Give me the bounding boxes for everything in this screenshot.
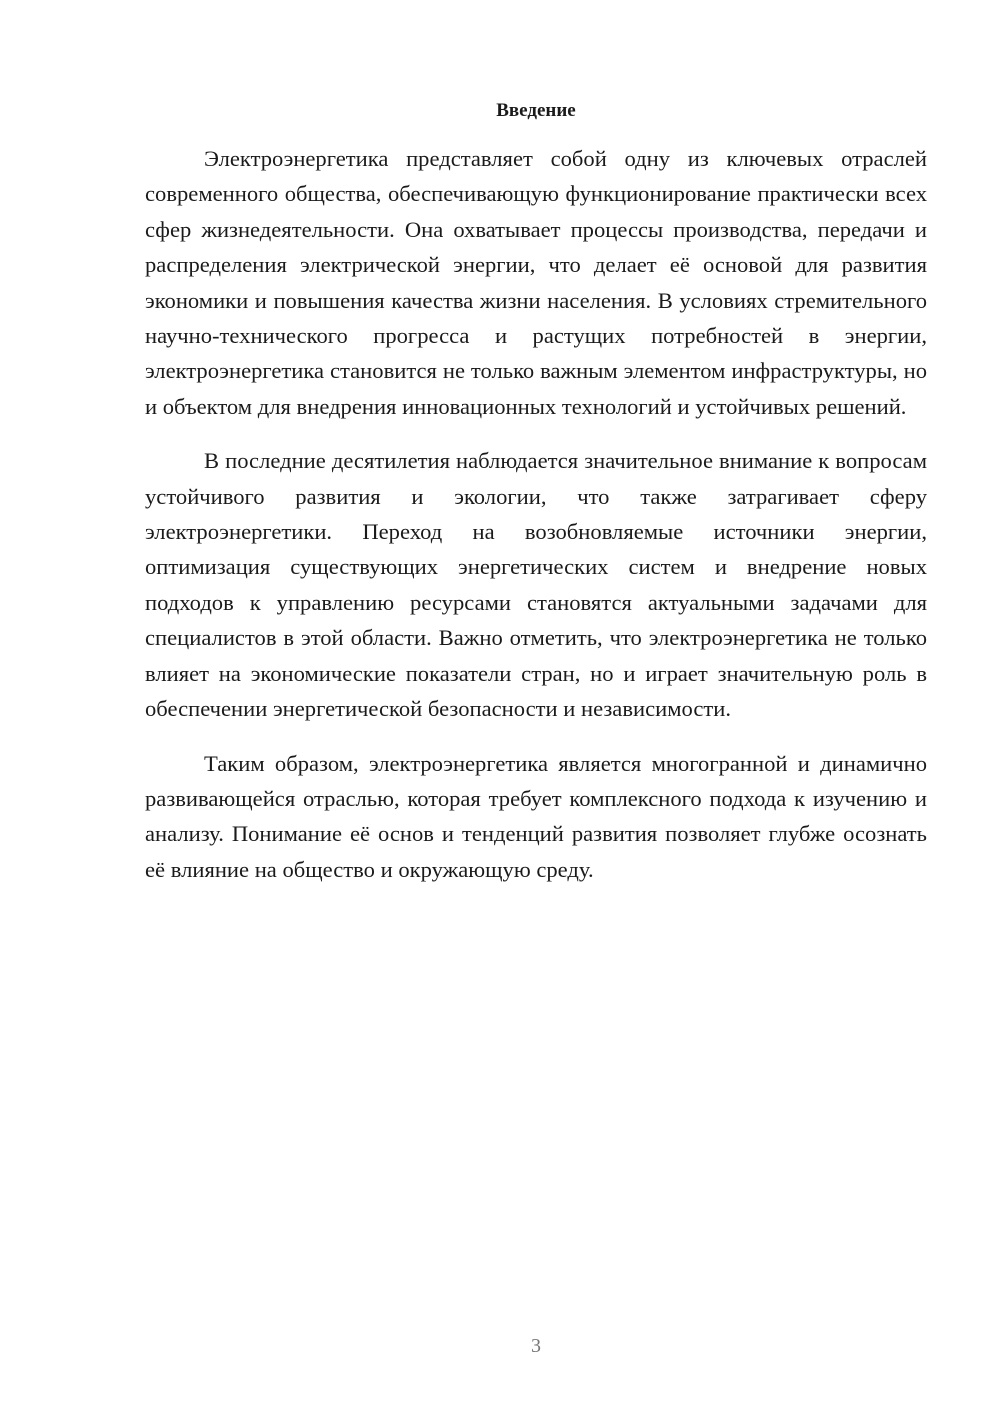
page-number: 3: [531, 1335, 541, 1357]
paragraph-2: В последние десятилетия наблюдается значительное внимание к вопросам устойчивого развития и экологии, что также затрагивает сферу электроэнергетики. Переход на возобновляемые источники энергии, оптимизация существующих энергетических систем и внедрение новых подходов к управлению ресурсами становятся актуальными задачами для специалистов в этой области. Важно отметить, что электроэнергетика не только влияет на экономические показатели стран, но и играет значительную роль в обеспечении энергетической безопасности и независимости.: [145, 448, 927, 722]
paragraph-1: Электроэнергетика представляет собой одну из ключевых отраслей современного общества, обеспечивающую функционирование практически всех сфер жизнедеятельности. Она охватывает процессы производства, передачи и распределения электрической энергии, что делает её основой для развития экономики и повышения качества жизни населения. В условиях стремительного научно-технического прогресса и растущих потребностей в энергии, электроэнергетика становится не только важным элементом инфраструктуры, но и объектом для внедрения инновационных технологий и устойчивых решений.: [145, 146, 927, 419]
body-text: [145, 141, 927, 906]
section-heading: Введение: [496, 100, 576, 121]
paragraph-3: Таким образом, электроэнергетика является многогранной и динамично развивающейся отраслью, которая требует комплексного подхода к изучению и анализу. Понимание её основ и тенденций развития позволяет глубже осознать её влияние на общество и окружающую среду.: [145, 750, 927, 882]
